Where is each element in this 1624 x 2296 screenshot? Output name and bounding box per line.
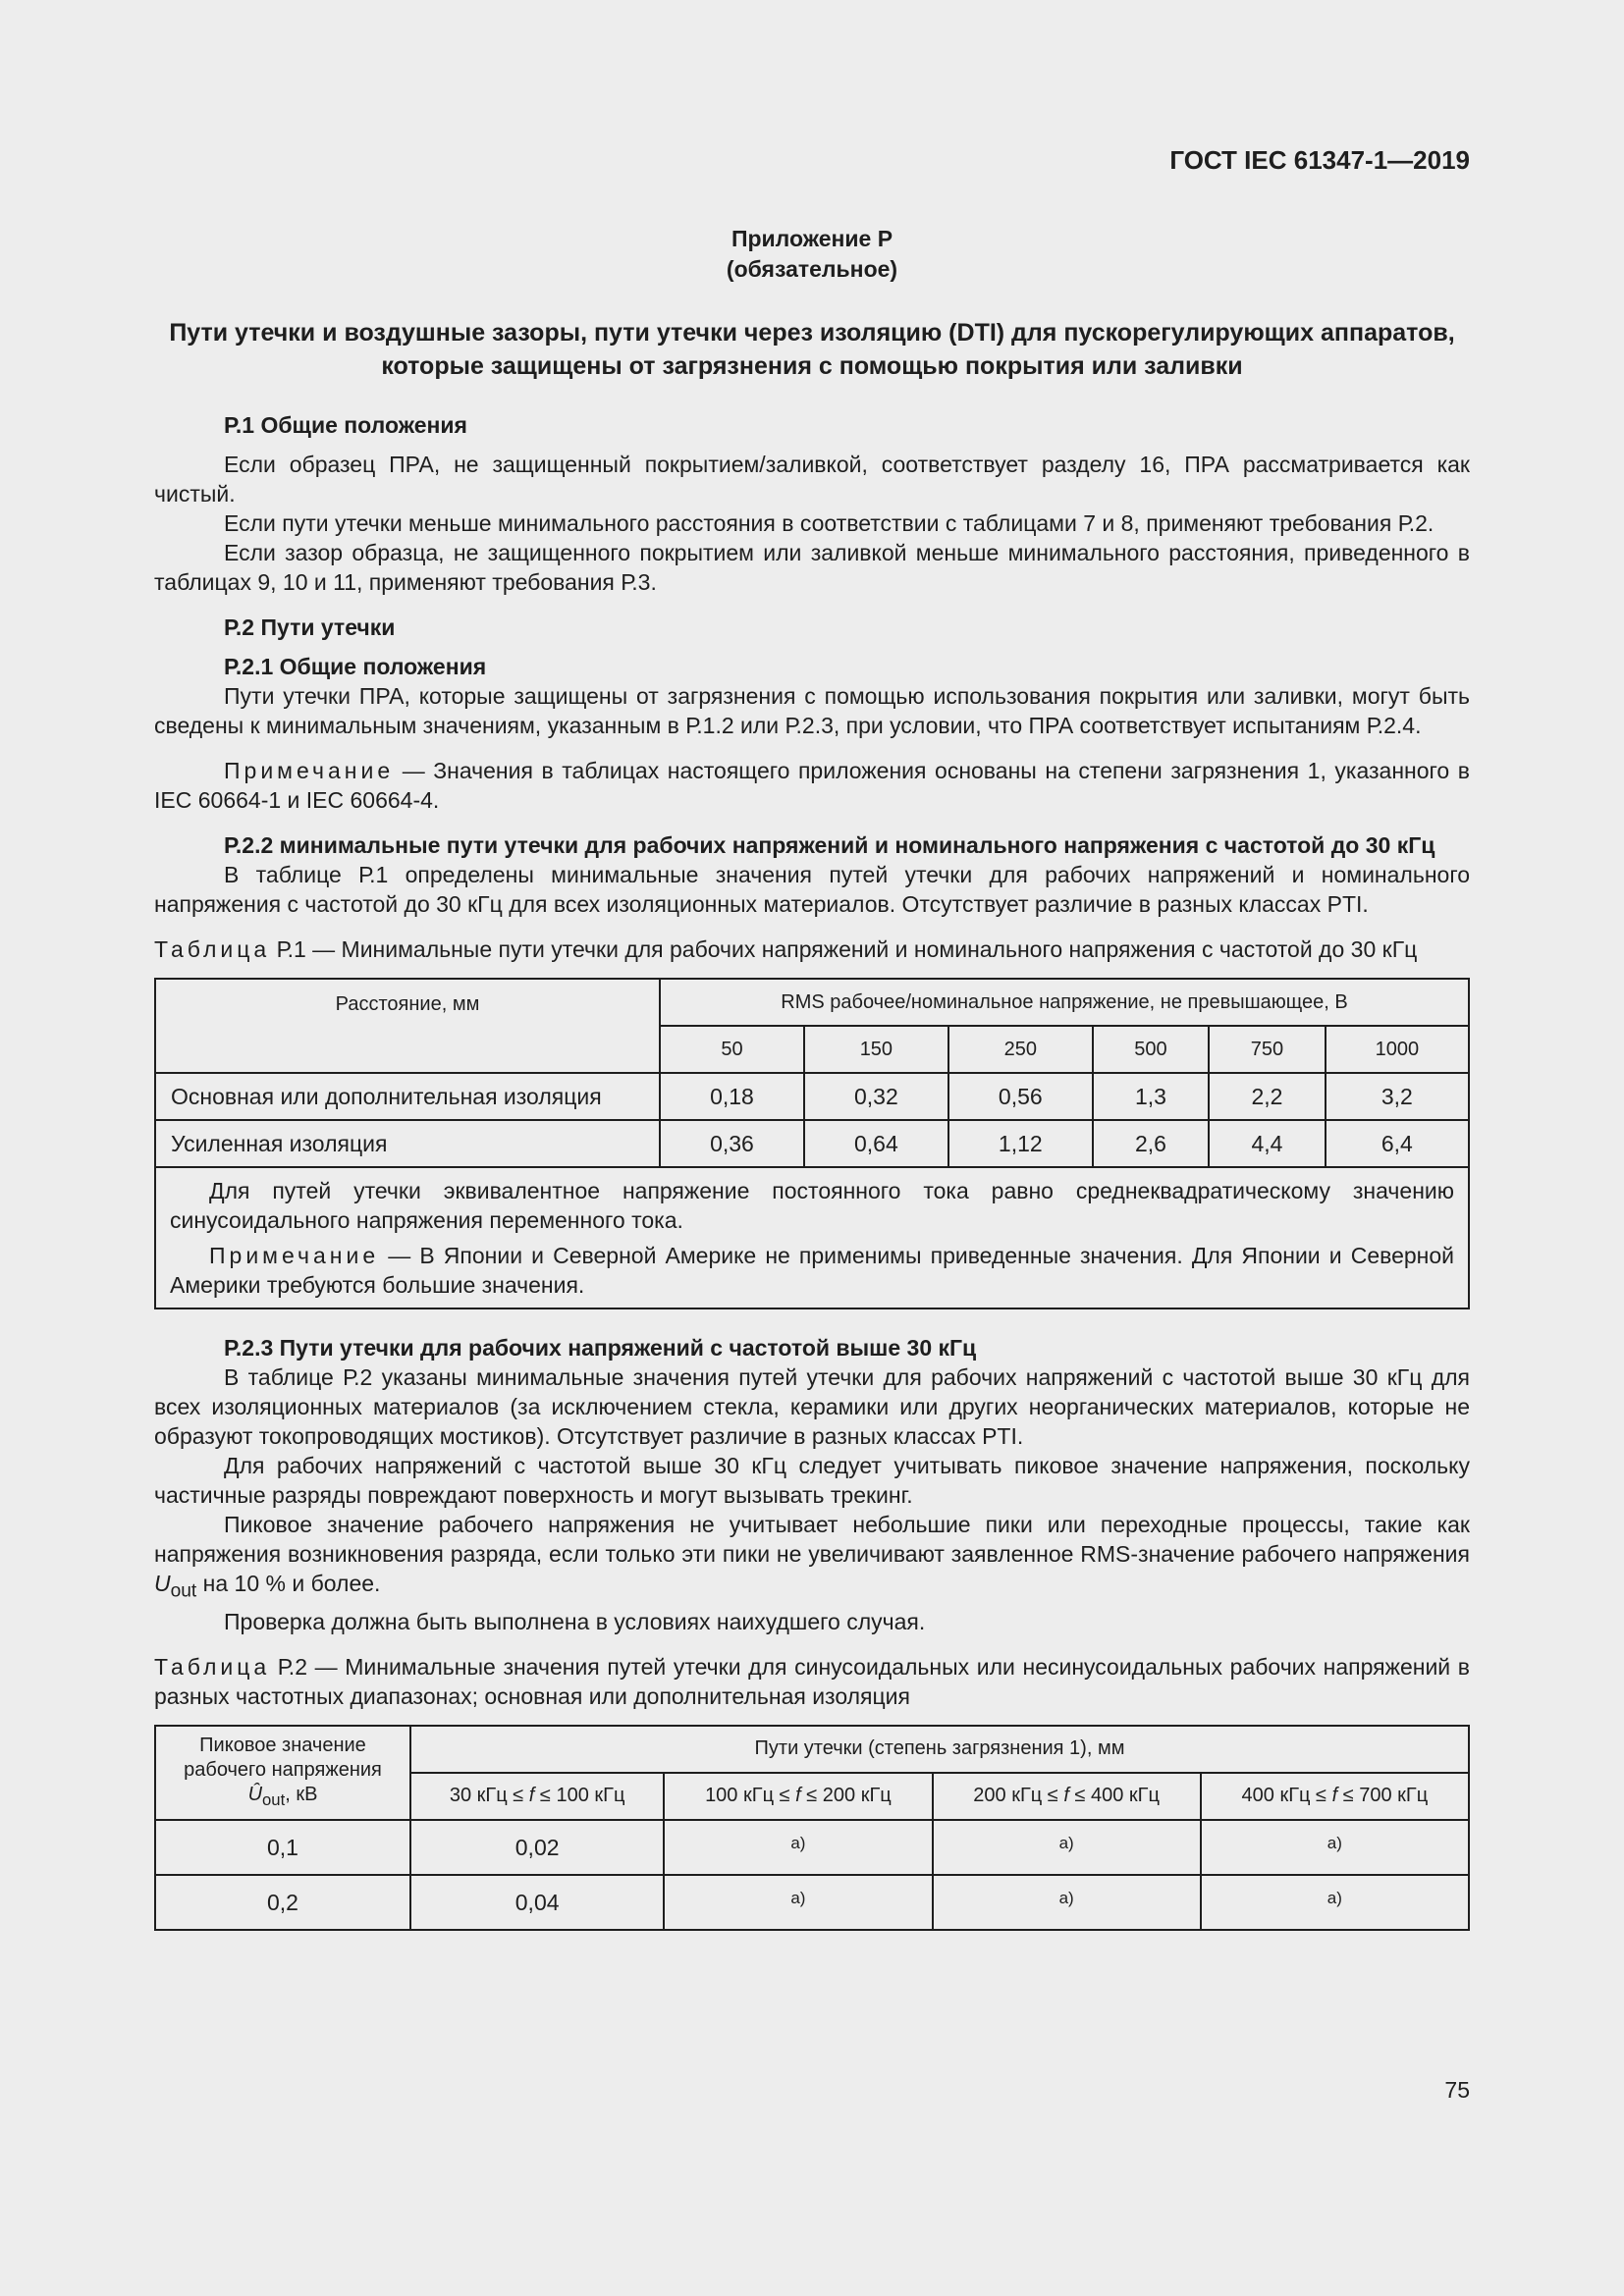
table2-footnote-ref: а) bbox=[933, 1875, 1201, 1930]
annex-status: (обязательное) bbox=[726, 256, 898, 282]
table1-cell: 2,6 bbox=[1093, 1120, 1209, 1167]
table1-cell: 6,4 bbox=[1326, 1120, 1469, 1167]
document-id: ГОСТ IEC 61347-1—2019 bbox=[1169, 145, 1470, 175]
table1-voltage-header: 250 bbox=[948, 1026, 1093, 1073]
table1-cell: 0,64 bbox=[804, 1120, 948, 1167]
paragraph: Если пути утечки меньше минимального расстояния в соответствии с таблицами 7 и 8, применяют требования Р.2. bbox=[224, 510, 1435, 536]
paragraph: Проверка должна быть выполнена в условиях наихудшего случая. bbox=[224, 1608, 926, 1634]
table1-cell: 0,56 bbox=[948, 1073, 1093, 1120]
paragraph: В таблице Р.2 указаны минимальные значения путей утечки для рабочих напряжений с частотой выше 30 кГц для всех изоляционных материалов (за исключением стекла, керамики или других неорганических материалов, которые не образуют токопроводящих мостиков). Отсутствует различие в разных классах PTI. bbox=[154, 1364, 1470, 1449]
table1-cell: 0,32 bbox=[804, 1073, 948, 1120]
table1-footnote bbox=[155, 1167, 1469, 1308]
table-p1 bbox=[154, 978, 1470, 1309]
table1-cell: 3,2 bbox=[1326, 1073, 1469, 1120]
table2-group-header: Пути утечки (степень загрязнения 1), мм bbox=[410, 1726, 1469, 1773]
note-label: Примечание bbox=[224, 758, 395, 783]
u-symbol: U bbox=[154, 1571, 171, 1596]
paragraph: Если образец ПРА, не защищенный покрытием/заливкой, соответствует разделу 16, ПРА рассматривается как чистый. bbox=[154, 452, 1470, 507]
paragraph: Если зазор образца, не защищенного покрытием или заливкой меньше минимального расстояния, приведенного в таблицах 9, 10 и 11, применяют требования Р.3. bbox=[154, 540, 1470, 595]
table2-freq-header: 100 кГц ≤ f ≤ 200 кГц bbox=[664, 1773, 932, 1820]
table1-cell: 1,3 bbox=[1093, 1073, 1209, 1120]
table2-col0-header: Пиковое значение рабочего напряжения $Û_{out}$, кВ bbox=[155, 1726, 410, 1820]
table2-freq-header: 400 кГц ≤ f ≤ 700 кГц bbox=[1201, 1773, 1469, 1820]
table1-cell: 0,18 bbox=[660, 1073, 804, 1120]
table-row bbox=[155, 1820, 1469, 1875]
table1-foot-note-text: — В Японии и Северной Америке не применимы приведенные значения. Для Японии и Северной Америки требуются большие значения. bbox=[170, 1243, 1454, 1298]
section-p1-heading: Р.1 Общие положения bbox=[224, 412, 467, 438]
table1-row-label: Усиленная изоляция bbox=[155, 1120, 660, 1167]
table2-caption-label: Таблица bbox=[154, 1653, 271, 1680]
table1-cell: 4,4 bbox=[1209, 1120, 1325, 1167]
annex-heading: Пути утечки и воздушные зазоры, пути утечки через изоляцию (DTI) для пускорегулирующих аппаратов, которые защищены от загрязнения с помощью покрытия или заливки bbox=[169, 319, 1455, 380]
table1-voltage-header: 150 bbox=[804, 1026, 948, 1073]
table1-caption bbox=[154, 934, 1470, 964]
table1-foot-note-label: Примечание bbox=[209, 1243, 380, 1268]
table-row bbox=[155, 1073, 1469, 1120]
table1-voltage-header: 750 bbox=[1209, 1026, 1325, 1073]
table1-caption-label: Таблица bbox=[154, 936, 271, 962]
table2-freq-header: 200 кГц ≤ f ≤ 400 кГц bbox=[933, 1773, 1201, 1820]
table2-caption-text: Р.2 — Минимальные значения путей утечки для синусоидальных или несинусоидальных рабочих напряжений в разных частотных диапазонах; основная или дополнительная изоляция bbox=[154, 1653, 1470, 1709]
table1-voltage-header: 50 bbox=[660, 1026, 804, 1073]
table2-footnote-ref: а) bbox=[664, 1820, 932, 1875]
table1-caption-text: Р.1 — Минимальные пути утечки для рабочих напряжений и номинального напряжения с частотой до 30 кГц bbox=[270, 936, 1418, 962]
section-p22-heading: Р.2.2 минимальные пути утечки для рабочих напряжений и номинального напряжения с частотой до 30 кГц bbox=[224, 832, 1435, 858]
section-p23-heading: Р.2.3 Пути утечки для рабочих напряжений с частотой выше 30 кГц bbox=[224, 1335, 977, 1361]
table1-cell: 1,12 bbox=[948, 1120, 1093, 1167]
table1-foot-text: Для путей утечки эквивалентное напряжение постоянного тока равно среднеквадратическому значению синусоидального напряжения переменного тока. bbox=[170, 1178, 1454, 1233]
annex-label: Приложение Р bbox=[731, 226, 893, 251]
table2-footnote-ref: а) bbox=[933, 1820, 1201, 1875]
paragraph: В таблице Р.1 определены минимальные значения путей утечки для рабочих напряжений и номинального напряжения с частотой до 30 кГц для всех изоляционных материалов. Отсутствует различие в разных классах PTI. bbox=[154, 862, 1470, 917]
paragraph: Пиковое значение рабочего напряжения не учитывает небольшие пики или переходные процессы, такие как напряжения возникновения разряда, если только эти пики не увеличивают заявленное RMS-значение рабочего напряжения $U_{out}$ на 10 % и более. bbox=[154, 1512, 1470, 1602]
page-number: 75 bbox=[1444, 2077, 1470, 2103]
table1-cell: 2,2 bbox=[1209, 1073, 1325, 1120]
table2-row-label: 0,2 bbox=[155, 1875, 410, 1930]
table2-footnote-ref: а) bbox=[1201, 1820, 1469, 1875]
table2-footnote-ref: а) bbox=[1201, 1875, 1469, 1930]
table1-foot-note bbox=[170, 1241, 1454, 1300]
table1-voltage-header: 1000 bbox=[1326, 1026, 1469, 1073]
table2-caption bbox=[154, 1652, 1470, 1711]
table1-col0-header: Расстояние, мм bbox=[155, 979, 660, 1073]
section-p21-heading: Р.2.1 Общие положения bbox=[224, 654, 487, 679]
note-text: — Значения в таблицах настоящего приложения основаны на степени загрязнения 1, указанного в IEC 60664-1 и IEC 60664-4. bbox=[154, 758, 1470, 813]
table-row bbox=[155, 1120, 1469, 1167]
table2-footnote-ref: а) bbox=[664, 1875, 932, 1930]
table-row bbox=[155, 1875, 1469, 1930]
table2-freq-header: 30 кГц ≤ f ≤ 100 кГц bbox=[410, 1773, 664, 1820]
table2-cell: 0,02 bbox=[410, 1820, 664, 1875]
section-p2-heading: Р.2 Пути утечки bbox=[224, 614, 396, 640]
table2-cell: 0,04 bbox=[410, 1875, 664, 1930]
table1-row-label: Основная или дополнительная изоляция bbox=[155, 1073, 660, 1120]
table1-voltage-header: 500 bbox=[1093, 1026, 1209, 1073]
paragraph: Пути утечки ПРА, которые защищены от загрязнения с помощью использования покрытия или заливки, могут быть сведены к минимальным значениям, указанным в Р.1.2 или Р.2.3, при условии, что ПРА соответствует испытаниям Р.2.4. bbox=[154, 683, 1470, 738]
paragraph: Для рабочих напряжений с частотой выше 30 кГц следует учитывать пиковое значение напряжения, поскольку частичные разряды повреждают поверхность и могут вызывать трекинг. bbox=[154, 1453, 1470, 1508]
document-body bbox=[154, 410, 1470, 1931]
table-p2 bbox=[154, 1725, 1470, 1931]
annex-title bbox=[154, 224, 1470, 285]
note bbox=[154, 756, 1470, 815]
table1-group-header: RMS рабочее/номинальное напряжение, не превышающее, В bbox=[660, 979, 1469, 1026]
table2-row-label: 0,1 bbox=[155, 1820, 410, 1875]
table1-cell: 0,36 bbox=[660, 1120, 804, 1167]
